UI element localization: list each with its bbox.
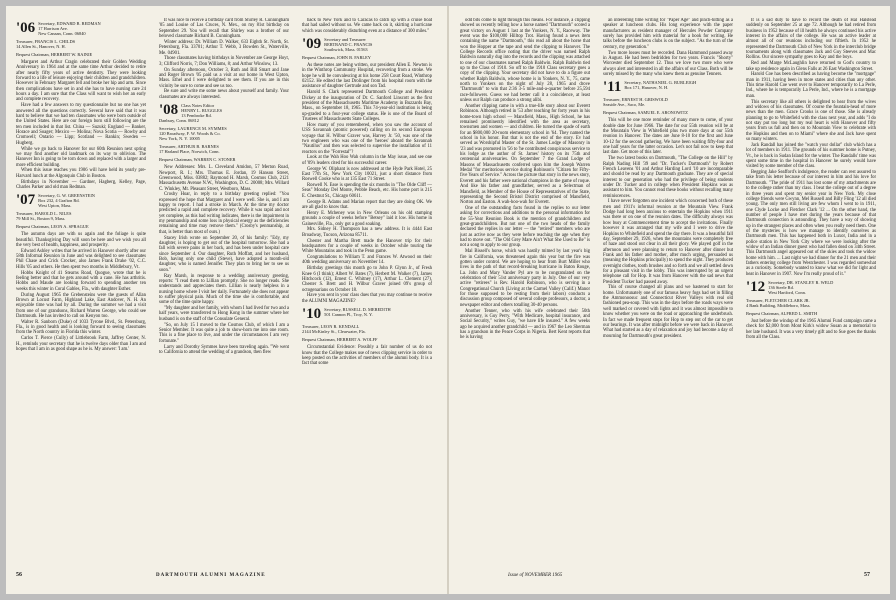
class-section-header xyxy=(16,224,146,229)
class-year: '12 xyxy=(746,279,766,295)
class-note-paragraph: As these notes are being written, our president Allen E. Newton is in the Winthrop Community Hospital, recovering from a stroke. We hope he will be convalescing at his home 258 Court Road, Winthrop 02152. He edited the last Drolinger from his hospital room with the assistance of daughter Gertrude and son Tad. xyxy=(302,63,432,90)
class-note-paragraph: The autumn days are with us again and the foliage is quite beautiful. Thanksgiving Day will soon be here and we wish you all the very best of health, happiness, and prosperity. xyxy=(16,232,146,248)
left-running-foot: DARTMOUTH ALUMNI MAGAZINE xyxy=(156,573,266,578)
class-section-header xyxy=(302,307,432,321)
class-section-header xyxy=(302,37,432,52)
class-note-paragraph: Congratulations to William T. and Frances W. Atwood on their 40th wedding anniversary on November 14. xyxy=(302,255,432,266)
class-note-paragraph: During August 1965 the Grebensteins were the guests of Allan Brown at Locust Farm, Highland Lake, East Andover, N. H. An enjoyable time was had by all. During the summer we had a visit from one of our grandsons, Richard Warren George, who could see Dartmouth. He has invited to call on Kenyon too. xyxy=(16,292,146,319)
class-note-paragraph: "My daughter and her family, with whom I had lived for two and a half years, were transferred to Hong Kong in the summer where her husband is on the staff of the Consulate General. xyxy=(159,306,289,322)
class-officer-line: Bequest Chairman, HERBERT W. RAINIE xyxy=(16,52,93,57)
class-year: '07 xyxy=(16,192,36,209)
class-note-paragraph: This will be one more reminder of many more to come, of your double date for June 1966. The date for our 55th reunion will be at the Mountain View in Whitefield plus two more days at our 55th reunion in Hanover. The dates are June 8-10 for the first and June 10-12 for the second gathering. We have been waiting fifty-four and one half years for the latter occasion. Let's not fail now to keep that last date. Get more of this later. xyxy=(603,118,733,156)
class-note-paragraph: Begging Jake Seafford's indulgence, the reader can rest assured to take from his letter because of our interest in him and his love for Dartmouth. "The pride of 1911 has lost some of my attachments are to the college rather than my class. I beat the college out of a degree in three years and spent my senior year in New York. My close college friends were Gwynn, Mel Russell and Billy Fling '12 all died young. The only men still living are few whom I went to in 1911, one Clyde Locke and Fletcher Clark '12 ... On the other hand, the number of people I have met during the years because of that Dartmouth connection is astounding. They have a way of showing up in the strangest places and often when you really need them. One of the mysteries is how we manage to identify ourselves as Dartmouth men. This has happened both in Luxor, India and in a police station in New York City where we were looking after the widow of an Indian dinner guest who had fallen dead on 34th Street. This Dartmouth angel appeared out of the skies and took the widow home with him. ... Last night we had dinner for the 21 men and their fathers entering college from Westchester. I was regarded somewhat as a curiosity. Somebody wanted to know what we did for light and heat in Hanover in 1907. Now I'm really proud of it." xyxy=(746,170,876,277)
left-page-column-2 xyxy=(159,18,289,566)
class-note-paragraph: Chester and Martha Brett made the Hanover trip for their headquarters for a couple of weeks in October while touring the White Mountains and took in the Penn game. xyxy=(302,238,432,255)
left-page-number: 56 xyxy=(16,572,22,578)
class-note-paragraph: On Sunday afternoon, October 3, Ruth and Bill Smart and Jane and Roger Brown '05 paid us a visit at our home in West Upton, Mass. Ethel and I were delighted to see them. If you are in this vicinity be sure to come and see us too. xyxy=(159,67,289,89)
class-note-paragraph: It was nice to receive a birthday card from Shirley R. Cunningham '05 and Louise of Las Cruces, N. Mex., on my 81st birthday on September 29. You will recall that Shirley was a brother of our beloved classmate Richard B. Cunningham. xyxy=(159,18,289,40)
left-page-column-3 xyxy=(302,18,432,566)
class-section-header xyxy=(302,55,432,60)
class-note-paragraph: It is a sad duty to have to record the death of Hal Halstead suddenly on September 25 at age 72. Although he had retired from business in 1952 because of ill health he always continued his active interest in the affairs of the college. He was an active leader at almost all of our reunions including our fiftieth. In 1952 he represented the Dartmouth Club of New York in the interclub bridge tournaments along with classmates Jack and Guy Steeves and Mac Rollins. Our sincere sympathy goes to Kay and the boys. xyxy=(746,18,876,61)
class-officer-line: Box 171, Hanover, N. H. xyxy=(624,85,669,91)
class-officer-line: Bequest Chairman, HERBERT A. WOLFF xyxy=(302,337,378,343)
class-officer-line: 136 Steele Rd. xyxy=(768,285,794,290)
class-officer-line: Bequest Chairman, SAMUEL E. ARONOWITZ xyxy=(603,110,688,116)
right-page xyxy=(450,6,890,594)
class-officer-line: Seaside Ave., Saco, Me. xyxy=(603,102,646,108)
class-section-header xyxy=(603,97,733,107)
class-officer-line: 79 Mill St., Boston 9, Mass. xyxy=(16,216,66,222)
class-officer-line: Bequest Chairman, JOHN B. FARLEY xyxy=(302,55,371,61)
class-section-header xyxy=(159,157,289,162)
class-note-paragraph: Another clipping came in with a true-life story about our Everett Robinson. Although retired in '53 after teaching for forty years in his home-town high school — Mansfield, Mass., High School, he has remained prominently identified with the area as secretary, townsmen and women — and children. He turned the spade of earth for an $800,000 20-room elementary school in '64. They named the school in his honor. But that is not the end of the story. Ev had served as Worshipful Master of the St. James Lodge of Masonry in '23 and was promoted in '56 to 'he contributed conspicuous service to his lodge as the author of St. James' history on its 75th and centennial anniversaries. On September 7 the Grand Lodge of Masons of Massachusetts conferred upon him the Joseph Warren Medal "for meritorious service during Robinson's "Citizen for Fifty-five Years of Service." Across the picture that story in the news story, Everett and his father were national champions in the game of roque. And like his father and grandfather, served as a Selectman of Mansfield, as Member of the House of Representatives of the State, representing the Second Bristol District comprised of Mansfield, Norton and Easton. A wah-hoo-wah for Everett. xyxy=(460,104,590,206)
class-section-header xyxy=(746,311,876,316)
class-note-paragraph: How many of you remembered, when you saw the account of USS Savannah (atomic powered) calling on its second European voyage that H. Wilbur Graver was, Harvey Jr. '50, was one of the two engineers who was one of the 'heroes' aboard the Savannah "Nautilus" and then was selected to supervise the installation of 11 reactors on the "Forrestal"? xyxy=(302,122,432,155)
class-note-paragraph: This of course changed all plans and we hastened to start for home. Unfortunately one of our famous heavy fogs had set in filling the Ammonoosuc and Connecticut River Valleys with real old fashioned pea-soup. This was in the days before the roads ways were well marked or covered with lights and it was almost impossible to know whether you were on the road or approaching the underbrush. In fact we made frequent stops for Hop to step out of the car to get our bearings. It was after midnight before we were back in Hanover. What had started as a day of relaxation and joy had become a day of mourning for Dartmouth's great president. xyxy=(603,285,733,339)
class-section-header xyxy=(603,80,733,94)
class-officer-line: Secretary, LAURENCE M. SYMMES xyxy=(159,126,227,132)
class-year: '11 xyxy=(603,79,622,96)
class-note-paragraph: Hobbs Knight of 41 Stearns Road, Quogue, wrote that he is feeling better and that he gets around with a cane. He has arthritis. Hobbs and Maude are looking forward to spending another ten weeks this winter in Coral Gables, Fla., with daughter Esther. xyxy=(16,270,146,292)
class-section-header xyxy=(302,337,432,342)
class-officer-line: Class Notes Editor xyxy=(181,103,215,109)
class-officer-line: 501 Cannon Pl., Troy, N. Y. xyxy=(324,312,373,318)
class-officer-line: West Hartford, Conn. xyxy=(768,290,806,295)
class-officer-line: BERTRAND C. FRANCIS xyxy=(324,42,373,48)
class-officer-line: 2144 McKinley St., Clearwater, Fla. xyxy=(302,329,366,335)
class-year: '08 xyxy=(159,102,179,119)
class-note-paragraph: Have had a few answers to my questionnaire but no one has yet answered all the questions correctly. Several have said that it was hard to believe that we had ten classmates who were born outside of the United States. Here are our foreign born still following are the ten men included in that list. China — Suzuki; England — Banker, Horace and Soager; Mexico — Molina; Nova Scotia — Rowby and Cromwell; Ontario — Lipp; Scotland — Rankin; Sweden — Hugberg. xyxy=(16,103,146,146)
class-officer-line: Treasurer, LEON R. KENDALL xyxy=(302,324,360,330)
class-officer-line: New Canaan, Conn. 06840 xyxy=(38,31,86,36)
class-officer-line: Secretary, NATHANIEL G. BURLEIGH xyxy=(624,80,697,86)
class-note-paragraph: Stacey Irish wrote on September 20, of his family: "Edy, my daughter, is hoping to get out of the hospital tomorrow. She had a fall with severe pains in her back, and has been under hospital care since September 4. Our daughter, Ruth Moffatt, and her husband, Bob, having only one child (Steve), have adopted a month-old daughter, who is named Jennifer. They plan to bring her to see us soon." xyxy=(159,235,289,273)
class-note-paragraph: an interesting time writing for "Paper Age" and pinch-hitting as a speaker at luncheon clubs. His long experience with the paper manufacturers as resident manager of Hercules Powder Company surely has provided him with material for a book for writing. He talks before the luncheon clubs is on the subject. "As the turn of the century, my generation." xyxy=(603,18,733,50)
class-officer-line: Bequest Chairman, LEON A. SPRAGUE xyxy=(16,224,89,230)
class-officer-line: Secretary, EDWARD B. REDMAN xyxy=(38,21,101,26)
class-section-header xyxy=(16,193,146,208)
class-note-paragraph: Just before the windup of the 1965 Alumni Fund campaign came a check for $2,000 from Mont Kirk's widow Susan as a memorial to her late husband. It was a very timely gift and to Sue goes the thanks from all the Class. xyxy=(746,319,876,341)
class-note-paragraph: Mrs. Sidney H. Thompson has a new address. It is 4444 East Broadway, Tucson, Arizona 85711. xyxy=(302,227,432,238)
class-section-header xyxy=(159,126,289,141)
class-note-paragraph: Ray Marsh, in response to a wedding anniversary greeting, reports: "I read them to Lillian promptly. She no longer reads. She understands and appreciates them. Lillian is nearly helpless in a nursing home where I visit her daily. Fortunately she does not appear to suffer physical pain. Much of the time she is comfortable, and some of the time quite happy. xyxy=(159,273,289,306)
class-note-paragraph: Red and Marge McLaughlin have returned to God's country to take up residence again in Glens Falls at 26 East Washington Street. xyxy=(746,61,876,72)
class-officer-line: Secretary and Treasurer xyxy=(324,37,366,43)
class-section-header xyxy=(746,298,876,308)
class-officer-line: Secretary, DR. STANLEY R. WELD xyxy=(768,280,834,285)
class-note-paragraph: Birthdays in November — Gardner, Hagberg, Kelley, Page, Charles Parker and old man Redman. xyxy=(16,179,146,190)
class-officer-line: West Upton, Mass. xyxy=(38,203,72,209)
class-note-paragraph: back to New York and to Caracas to catch up with a cruise boat that had sailed without us. We came back on it, skirting a hurricane which was considerably disturbing even at a distance of 300 miles." xyxy=(302,18,432,34)
class-officer-line: Treasurer, ARTHUR B. BARNES xyxy=(159,144,219,150)
magazine-spread xyxy=(6,6,890,594)
class-officer-line: 120 Broadway, F. W. Woods & Co. xyxy=(159,131,221,137)
class-note-paragraph: Mal Bissell's horse, which was hastily mimed by last year's big fire in California, was threatened again this year but the fire was gotten under control. We are hoping to hear from Burt Miller who lives in the path of that record-breaking hurricane in Baton Rouge, La. John and Mary Vander Pyl are to be congratulated on the celebration of their 51st anniversary party in July. One of our very active "retirees" is Rev. Harold Robinson, who is serving in a Congregational Church (Living at the Carmel Valley (Calif.) Manor for those supposed to be resting from their labors) conducts a discussion group composed of several college professors, a doctor, a newspaper editor and others totalling 30-40 persons. xyxy=(460,249,590,308)
class-section-header xyxy=(746,280,876,295)
class-note-paragraph: Be sure and write me some news about yourself and family. Your classmates are always interested. xyxy=(159,89,289,100)
class-year: '10 xyxy=(302,306,322,323)
page-gutter xyxy=(447,6,449,594)
class-section-header xyxy=(16,39,146,49)
class-note-paragraph: Larry and Dorothy Symmes have been traveling again. "We went to California to attend the wedding of a grandson, then flew xyxy=(159,344,289,355)
class-officer-line: HENRY L. RUGGLES xyxy=(181,108,223,114)
class-note-paragraph: Winter address: Dr. William D. Walker, 633 Eighth St. North, St. Petersburg, Fla. 33701; Arthur T. Webb, 3 Bowden St., Waterville, Me. 04901. xyxy=(159,39,289,56)
class-note-paragraph: Edward Ashley writes that he arrived in Hanover shortly after our 58th Informal Reunion in June and was delighted to see classmates Phil Chase and Crick Crocker, also James Frank Drake '02, C.C. Hills '05 and others. He then spent two months in Middlebury, Vt. xyxy=(16,248,146,270)
class-section-header xyxy=(603,110,733,115)
class-note-paragraph: I have never forgotten one incident which concerned both of these men and 1911's informal reunion at the Mountain View. Frank Dodge had long been anxious to entertain the Hopkins when 1911 was there or on one of the reunion dates. The difficulty always was how busy at Commencement time to accept the invitations. Finally however it was arranged that my wife and I were to drive the Hopkins to Whitefield and spend the day there. It was a beautiful fall day, September 29, 1926, when the mountains were completely free of haze and stood out clear in all their glory. We played golf in the afternoon and were planning to return to Hanover after dinner but Frank and his father and mother, after much urging, persuaded us (meaning the Hopkins principally) to spend the night. They produced overnight clothes, tooth brushes and so forth and we all settled down for a pleasant visit in the lobby. This was interrupted by an urgent telephone call for Hop. It was from Hanover with the sad news that President Tucker had passed away. xyxy=(603,199,733,285)
class-officer-line: Treasurer, HAROLD L. NILES xyxy=(16,211,72,217)
right-page-column-3 xyxy=(746,18,876,566)
left-page-column-1 xyxy=(16,18,146,566)
class-officer-line: 14 Allen St., Hanover, N. H. xyxy=(16,44,66,49)
class-officer-line: 17 Harrison Ave. xyxy=(38,26,68,31)
class-note-paragraph: When this issue reaches you 1906 will have held its yearly pre-Harvard lunch at the Algonquin Club in Boston. xyxy=(16,168,146,179)
class-note-paragraph: Jack Randall has joined the "watch your dollar" club which has a lot of members in 1911. The grounds of his summer home is Putney, Vt., he is back in Sudan Island for the winter. The Randalls' time was spent some time in the hospital in Hanover he surely would have visited by some member of the class. xyxy=(746,142,876,170)
class-officer-line: 17 Harland Place, Norwich, Conn. xyxy=(159,149,220,155)
class-note-paragraph: Walter R. Sanborn (Duke) of 1033 Tyrone Blvd., St. Petersburg, Fla., is in good health and is looking forward to seeing classmates from the North country in Florida this winter. xyxy=(16,319,146,336)
class-officer-line: 4 Bank Building, Middleboro, Mass. xyxy=(746,303,811,308)
class-note-paragraph: Margaret and Arthur Cragin celebrated their Golden Wedding Anniversary in 1964 and at the same time Arthur decided to retire after nearly fifty years of active dentistry. They were looking forward to a life of leisure enjoying their children and grandchildren. However in February Margaret fell and broke her hip and arm. Since then complications have set in and she has to have nursing care 24 hours a day. I am sure that the Class will want to wish her an early and complete recovery. xyxy=(16,60,146,103)
class-note-paragraph: Birthday greetings this month go to John P. Glynn Jr., of Fresh Knee 6 (I think); Albert W. Bates (7), Herbert M. Walker (7), James Hitchcock (12), Ernest C. Whitney (17), Arthur L. Clement (27), Chester S. Brett and H. Wilbur Graver joined 09's group of octogenarians on October 18. xyxy=(302,266,432,293)
class-officer-line: Secretary, G. W. GREENSTEIN xyxy=(38,193,95,199)
right-page-number: 57 xyxy=(864,572,870,578)
class-section-header xyxy=(159,144,289,154)
class-officer-line: Southwick, Mass. 01563 xyxy=(324,47,368,53)
class-officer-line: Secretary, RUSSELL D. MEREDITH xyxy=(324,307,391,313)
class-section-header xyxy=(16,52,146,57)
class-section-header xyxy=(16,211,146,221)
class-note-paragraph: Harold Coe has been described as having become the "mortgage" man in 1911, having been in more states and cities than any other. This time Harold Coe went over to Hanover temporarily to La Perle, Ind., where he is temporarily La Perle, Ind., where he is a mortgage man. xyxy=(746,72,876,99)
class-note-paragraph: George R. Adams and Marian report that they are doing OK. We are all glad to know that. xyxy=(302,199,432,210)
class-note-paragraph: Look at the Wah Hoo Wah column in the May issue, and see one of '09's leaders cited for his successful career. xyxy=(302,155,432,166)
class-section-header xyxy=(159,103,289,123)
class-note-paragraph: This secretary like all others is delighted to hear from the wives and widows of his classmates. Of course the fountain-head of more news than the men. Grace Crooks is one of those. She is already planning to go to Whitefield with the class next year, and adds "I do not stay put too long but my real heart is with Hanover and fifty years from us fall and then on to Mountain View to celebrate with the Hopkins and then on to Miami" where she and Jack have spent so many winters. xyxy=(746,99,876,143)
class-officer-line: New York, N. Y. 10005 xyxy=(159,136,200,142)
class-officer-line: Danbury, Conn. 06812 xyxy=(159,118,199,124)
class-note-paragraph: Those classmates having birthdays in November are George Hoyt, 3; Clifford Norris, 7; Don Williams, 8; and Arthur Winslow, 13. xyxy=(159,56,289,67)
class-note-paragraph: The two latest books on Dartmouth, "The College on the Hill" by Ralph Nading Hill '39 and "Dr. Tucker's Dartmouth" by Robert French Leavens '01 and Arthur Harding Lord '10 are incomparable and should be read by any Dartmouth graduate. They are of special interest to our generation who had the privilege of being students under Dr. Tucker and in college when President Hopkins was as assistant to him. You cannot read these books without recalling many reminiscences. xyxy=(603,156,733,199)
right-page-column-2 xyxy=(603,18,733,566)
class-officer-line: Bequest Chairman, WARREN C. STONER xyxy=(159,157,236,163)
class-note-paragraph: "So, on July 15 I moved to the Cosmos Club, of which I am a Senior Member. It was quite a job to show-horn me into one room. This is a fine place to live, and under the circumstances I am very fortunate." xyxy=(159,322,289,344)
class-section-header xyxy=(16,21,146,36)
class-note-paragraph: Crosby Hoar, in reply to a birthday greeting replied: "You expressed the hope that Margaret and I were well. She is, and I am happy to report. I had a stroke in March. At the time my doctor predicted a rapid and complete recovery. While it was rapid and not yet complete, as this bad writing indicates, there is the impairment in my penmanship and some loss in physical energy as the deficiencies remaining and time may remove them." (Crosby's penmanship, at that, is better than most of ours.) xyxy=(159,192,289,235)
right-running-foot: Issue of NOVEMBER 1965 xyxy=(508,573,563,578)
class-officer-line: Treasurer, ERNEST H. GRISWOLD xyxy=(603,97,668,103)
class-year: '06 xyxy=(16,20,36,36)
class-officer-line: Box 232, 4 Grafton Rd. xyxy=(38,198,80,204)
class-officer-line: Bequest Chairman, ALFRED L. SMITH xyxy=(746,311,818,316)
right-page-column-1 xyxy=(460,18,590,566)
class-note-paragraph: Roswell N. Esse is spending the six months in "The Olde Cliff — Seas" Monday Del Monte, Pebble Beach, etc. His home port is 215 E. Chestnut St., Chicago 60611. xyxy=(302,183,432,199)
class-note-paragraph: Henry E. Mcheney was in New Orleans on his old stamping grounds a couple of weeks before "Betsey" laid it low. His home in Gainesville, Fla., only got a good soaking. xyxy=(302,210,432,227)
class-note-paragraph: New Addresses: Mrs. L. Cleveland Amidon, 57 Merton Road, Newport, R. I.; Mrs. Thomas E. Jordan, 19 Hanson Street, Greenwood, Miss. 03882; Raymond H. Marsh, Cosmos Club, 2121 Massachusetts Avenue N.W., Washington, D. C. 20008; Mrs. Willard C. Winkley, Mt. Pleasant Street, Westboro, Mass. xyxy=(159,165,289,192)
class-note-paragraph: Two more losses must be recorded. Dana Hammond passed away in August. He had been bedridden for two years. Francis "Shorty" Worcester died September 12. Thus we love two more who were always alert and interested in all the affairs of our Class. Both will be sorely missed by the many who knew them as genuine Tenners. xyxy=(603,50,733,77)
class-year: '09 xyxy=(302,36,322,53)
class-note-paragraph: Carlos T. Pierce (Cully) of Littlebrook Farm, Jaffrey Center, N. H., reminds your secretary that he is twelve days older than I am and hopes that I am in as good shape as he is. My answer: 'I am.' xyxy=(16,336,146,352)
class-note-paragraph: While we go back to Hanover for our 60th Reunion next spring we may find another old landmark on its way to oblivion. The Hanover Inn is going to be torn down and replaced with a larger and more efficient building. xyxy=(16,146,146,168)
class-officer-line: Treasurer, FRANCIS L. CHILDS xyxy=(16,39,76,44)
class-officer-line: 13 Pembroke Rd. xyxy=(181,113,212,119)
left-page xyxy=(6,6,446,594)
class-note-paragraph: Harold S. Clark represented Dartmouth College and President Dickey at the inauguration of Dr. C. Sanford Linscott as the first president of the Massachusetts Maritime Academy in Buzzards Bay, Mass., on September 18, 1965. This 74-year-old institution is being up-graded to a four-year college status. He is one of the Board of Trustees of Massachusetts State Colleges. xyxy=(302,90,432,122)
class-note-paragraph: Another Tenner, who with his wife celebrated their 50th anniversary, is Guy Perry. "With Medicare, hospital insurance, and Social Security," writes Guy, "we have life insured." A few weeks ago he acquired another grandchild — and in 1967 the Leo Sherman has a grandson in the Peace Corps in Nigeria. Bert Kent reports that he is having xyxy=(460,308,590,341)
class-note-paragraph: George W. Oliphant is now addressed at the Hyde Park Hotel, 25 East 77th St., New York City 10021, just a short distance from Roswell Cooke who is at 135 East 71 Street. xyxy=(302,166,432,183)
class-note-paragraph: odd bits come to light through this means. For instance, a clipping showed us recently telling how a horse named "Dartmouth" scored a great victory on August 1 last at the Yonkers, N. Y., Raceway. The event was the $100,000 Hilltop Trot. Having found a news item containing the name "Dartmouth," this read all about the horse that won the Hopper at the tape and send the clipping to Hanover. The College Records office noting that the driver was named Ralph Baldwin naturally dug into the records and the clipping was attached to one of our classmates named Ralph Baldwin. Ralph Baldwin tied up to the Class of 1910. So off to the 1910 Class secretary goes a copy of the clipping. Your secretary did not have to do a figure out whether Ralph Baldwin, whose home is in Yonkers, N. Y., 75, came north to Yonkers on the night of July 28, 1965 and drove "Dartmouth" to win that 2:36 3-5 mile-and-a-quarter before 25,594 race-followers. Guess we had better call it a coincidence, at least unless our Ralph can produce a strong alibi. xyxy=(460,18,590,104)
class-note-paragraph: Circumstantial Evidence: Possibly a fair number of us do not know that the College makes use of news clipping service in order to keep posted on the activities of members of the alumni body. It is a fact that some xyxy=(302,345,432,367)
class-note-paragraph: One of the outstanding facts found in the replies to our letter asking for corrections and additions to the personal information for the 55-Year Reunion Book is the mention of grandchildren and great-grandchildren. But not one of the two heads of the family declared the replies in our letter — the "retired" members who are just as active now as they were before reaching the age when they had to move out. "The Old Grey Mare Ain't What She Used to Be" is not a song to apply to our group. xyxy=(460,206,590,249)
class-section-header xyxy=(302,324,432,334)
class-officer-line: Treasurer, FLETCHER CLARK JR. xyxy=(746,298,810,303)
class-note-paragraph: Have you sent in your class dues that you may continue to receive the ALUMNI MAGAZINE? xyxy=(302,293,432,304)
